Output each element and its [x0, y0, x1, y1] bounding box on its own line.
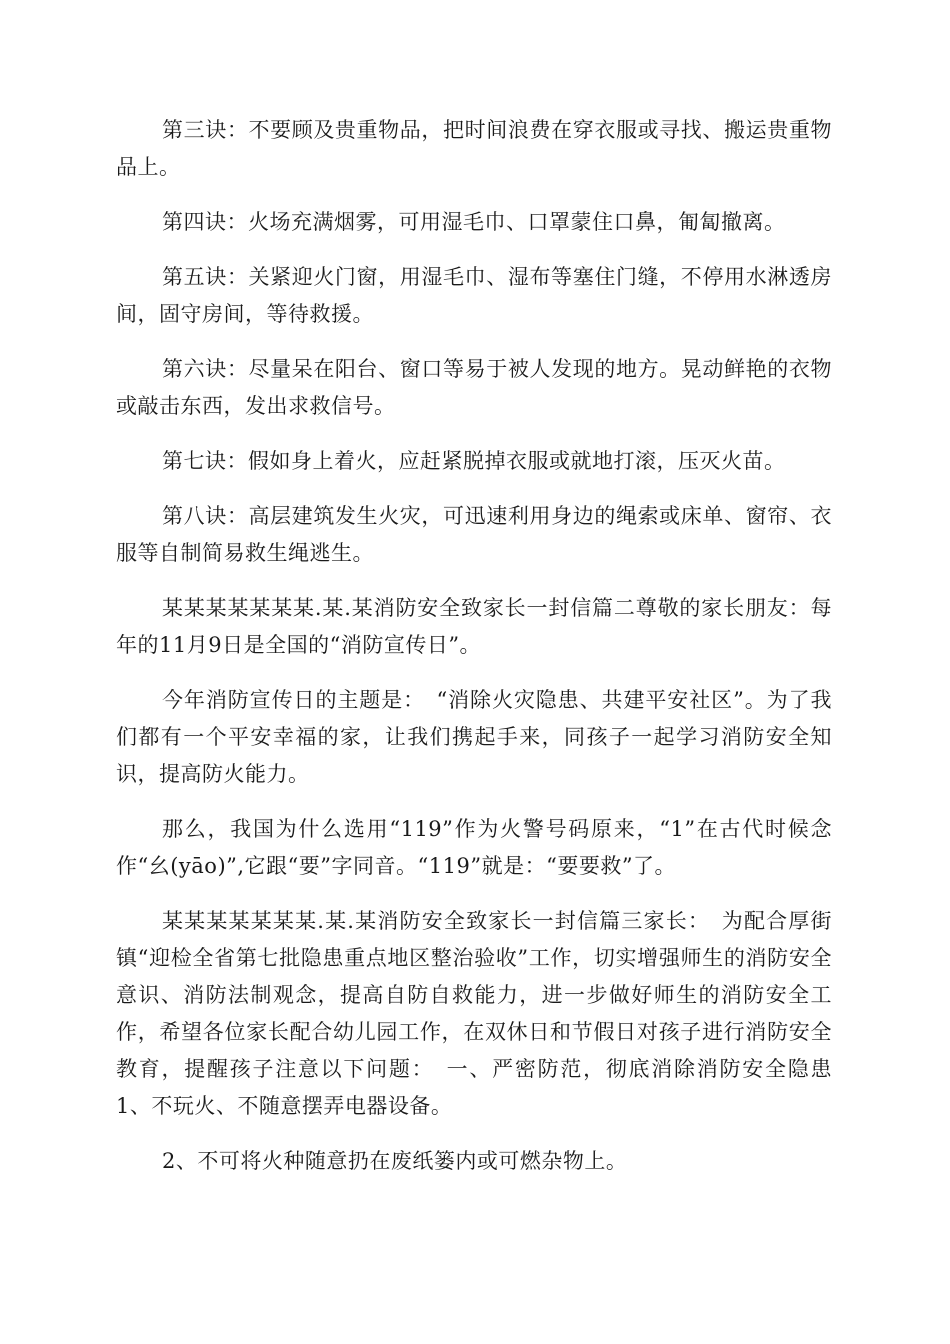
paragraph-letter-three: 某某某某某某某.某.某消防安全致家长一封信篇三家长： 为配合厚街镇“迎检全省第七批隐患重点地区整治验收”工作，切实增强师生的消防安全意识、消防法制观念，提高自防自救能力，进一步做好师生的消防安全工作，希望各位家长配合幼儿园工作，在双休日和节假日对孩子进行消防安全教育，提醒孩子注意以下问题： 一、严密防范，彻底消除消防安全隐患 1、不玩火、不随意摆弄电器设备。	[116, 909, 832, 1118]
paragraph-rule-6: 第六诀：尽量呆在阳台、窗口等易于被人发现的地方。晃动鲜艳的衣物或敲击东西，发出求救信号。	[116, 357, 832, 418]
paragraph-rule-3: 第三诀：不要顾及贵重物品，把时间浪费在穿衣服或寻找、搬运贵重物品上。	[116, 118, 832, 179]
paragraph-rule-4: 第四诀：火场充满烟雾，可用湿毛巾、口罩蒙住口鼻，匍匐撤离。	[162, 210, 786, 234]
paragraph-119-origin: 那么，我国为什么选用“119”作为火警号码原来，“1”在古代时候念作“幺(yāo)”,它跟“要”字同音。“119”就是：“要要救”了。	[116, 817, 832, 878]
paragraph-rule-8: 第八诀：高层建筑发生火灾，可迅速利用身边的绳索或床单、窗帘、衣服等自制简易救生绳逃生。	[116, 504, 832, 565]
paragraph-letter-two-intro: 某某某某某某某.某.某消防安全致家长一封信篇二尊敬的家长朋友：每年的11月9日是全国的“消防宣传日”。	[116, 596, 832, 657]
paragraph-rule-5: 第五诀：关紧迎火门窗，用湿毛巾、湿布等塞住门缝，不停用水淋透房间，固守房间，等待救援。	[116, 265, 832, 326]
paragraph-item-2: 2、不可将火种随意扔在废纸篓内或可燃杂物上。	[162, 1149, 628, 1173]
paragraph-rule-7: 第七诀：假如身上着火，应赶紧脱掉衣服或就地打滚，压灭火苗。	[162, 449, 786, 473]
paragraph-theme: 今年消防宣传日的主题是： “消除火灾隐患、共建平安社区”。为了我们都有一个平安幸福的家，让我们携起手来，同孩子一起学习消防安全知识，提高防火能力。	[116, 688, 832, 786]
document-body	[116, 112, 832, 1198]
